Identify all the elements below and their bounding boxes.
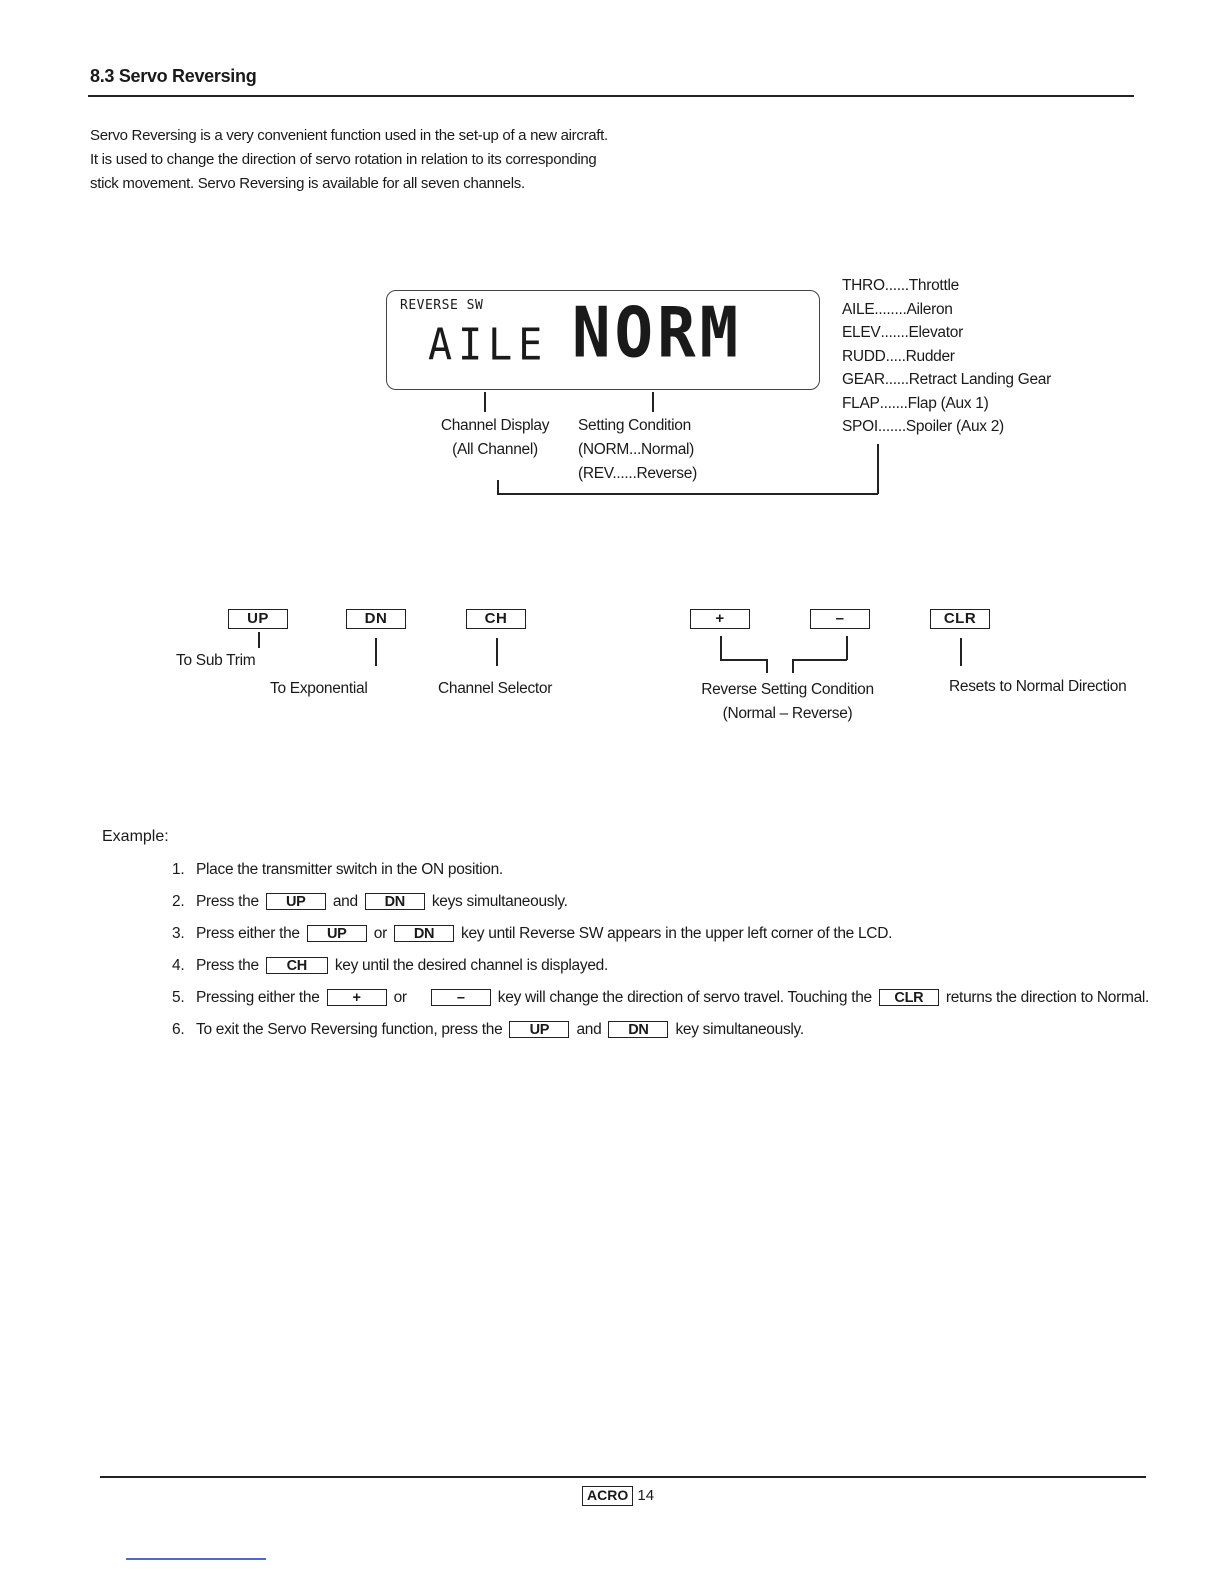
inline-up-key: UP — [307, 925, 367, 942]
clr-key[interactable]: CLR — [930, 609, 990, 629]
scan-artifact-line — [126, 1558, 266, 1560]
ch-key-label: Channel Selector — [438, 680, 553, 697]
minus-key[interactable]: – — [810, 609, 870, 629]
legend-row: AILE........Aileron — [842, 300, 953, 318]
dn-key-label: To Exponential — [270, 680, 368, 697]
inline-up-key: UP — [266, 893, 326, 910]
plus-leader — [720, 636, 722, 660]
inline-dn-key: DN — [365, 893, 425, 910]
clr-key-label: Resets to Normal Direction — [949, 678, 1127, 695]
inline-plus-key: + — [327, 989, 387, 1006]
minus-leader-h — [792, 659, 847, 661]
legend-row: GEAR......Retract Landing Gear — [842, 371, 1051, 388]
step-item: 3. Press either the UP or DN key until Reverse SW appears in the upper left corner of the LCD. — [172, 925, 893, 943]
inline-dn-key: DN — [608, 1021, 668, 1038]
legend-connector-horizontal — [497, 493, 878, 495]
inline-ch-key: CH — [266, 957, 328, 974]
example-title: Example: — [102, 828, 169, 845]
plus-leader-h — [720, 659, 766, 661]
up-key-label: To Sub Trim — [176, 652, 256, 669]
dn-key[interactable]: DN — [346, 609, 406, 629]
channel-pointer — [484, 392, 486, 412]
inline-dn-key: DN — [394, 925, 454, 942]
step-item: 4. Press the CH key until the desired channel is displayed. — [172, 957, 608, 975]
channel-display-caption: Channel Display (All Channel) — [440, 417, 550, 458]
step-item: 1. Place the transmitter switch in the ON position. — [172, 861, 503, 878]
legend-row: SPOI.......Spoiler (Aux 2) — [842, 418, 1004, 435]
plus-key[interactable]: + — [690, 609, 750, 629]
clr-leader — [960, 638, 962, 666]
setting-pointer — [652, 392, 654, 412]
up-leader — [258, 632, 260, 648]
lcd-value-text: NORM — [572, 294, 743, 374]
reverse-setting-label: Reverse Setting Condition (Normal – Reverse) — [701, 681, 874, 722]
legend-row: ELEV.......Elevator — [842, 324, 963, 341]
inline-clr-key: CLR — [879, 989, 939, 1006]
footer-rule — [100, 1476, 1146, 1478]
ch-key[interactable]: CH — [466, 609, 526, 629]
inline-minus-key: – — [431, 989, 491, 1006]
lcd-channel-text: AILE — [428, 320, 549, 371]
step-item: 2. Press the UP and DN keys simultaneously. — [172, 893, 568, 911]
dn-leader — [375, 638, 377, 666]
minus-leader — [846, 636, 848, 660]
section-title: 8.3 Servo Reversing — [90, 66, 257, 86]
lcd-mode-text: REVERSE SW — [400, 298, 484, 313]
legend-row: RUDD.....Rudder — [842, 347, 955, 365]
up-key[interactable]: UP — [228, 609, 288, 629]
plus-leader-drop — [766, 659, 768, 673]
step-item: 5. Pressing either the + or – key will change the direction of servo travel. Touching the CLR returns the direction to Normal. — [172, 989, 1150, 1007]
channel-legend — [842, 274, 1051, 439]
setting-condition-caption: Setting Condition (NORM...Normal) (REV......Reverse) — [578, 417, 697, 482]
inline-up-key: UP — [509, 1021, 569, 1038]
intro-paragraph: Servo Reversing is a very convenient function used in the set-up of a new aircraft. It is used to change the direction of servo rotation in relation to its corresponding stick movement. Servo Reversing is available for all seven channels. — [90, 127, 608, 192]
minus-leader-drop — [792, 659, 794, 673]
example-steps — [172, 858, 1152, 1050]
legend-row: THRO......Throttle — [842, 277, 959, 294]
step-item: 6. To exit the Servo Reversing function, press the UP and DN key simultaneously. — [172, 1021, 804, 1039]
legend-row: FLAP.......Flap (Aux 1) — [842, 394, 989, 412]
legend-connector-tip — [497, 480, 499, 494]
header-rule — [88, 95, 1134, 97]
page-footer — [582, 1486, 654, 1506]
page-number: 14 — [637, 1487, 655, 1504]
ch-leader — [496, 638, 498, 666]
legend-connector-vertical — [877, 444, 879, 494]
acro-badge: ACRO — [582, 1486, 633, 1506]
